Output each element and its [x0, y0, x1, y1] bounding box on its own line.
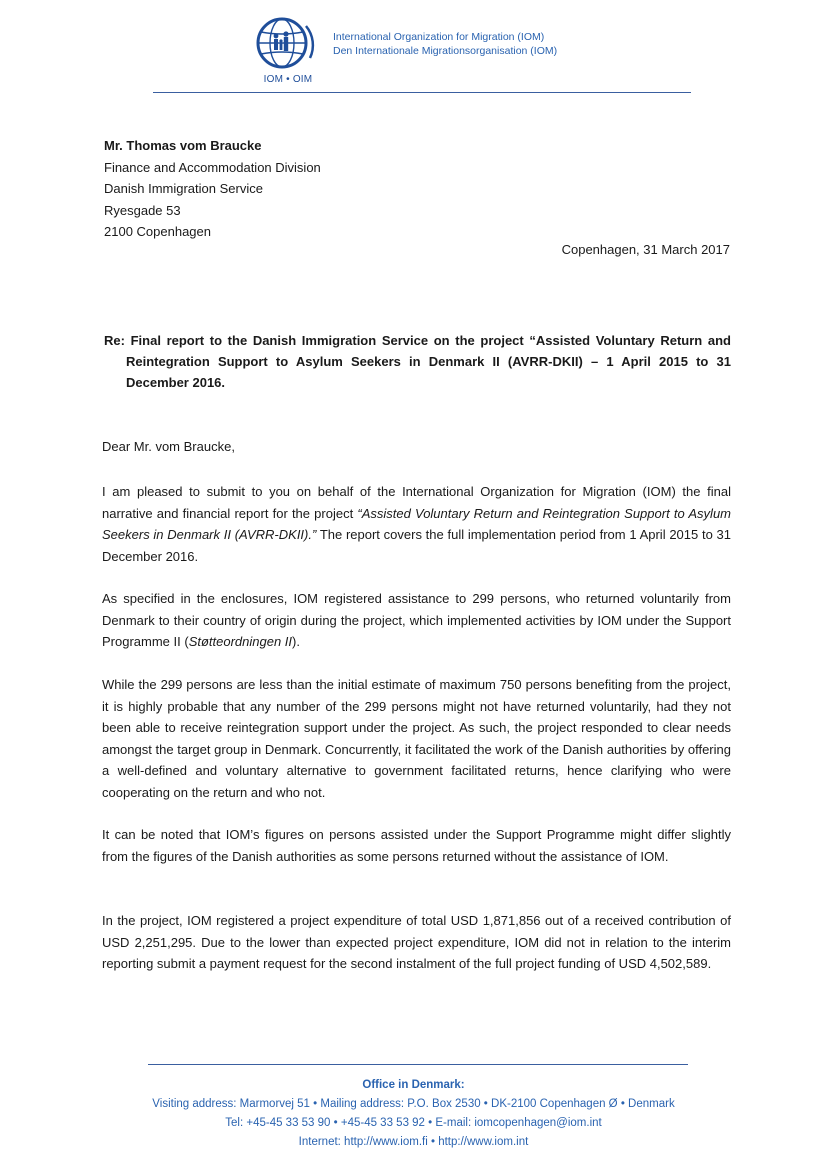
recipient-name: Mr. Thomas vom Braucke: [104, 138, 262, 153]
subject-text: Final report to the Danish Immigration Service on the project “Assisted Voluntary Return and Reintegration Support to Asylum Seekers in Denmark II (AVRR-DKII) – 1 April 2015 to 31 December 2016.: [126, 333, 731, 390]
subject-prefix: Re:: [104, 333, 125, 348]
org-name-english: International Organization for Migration (IOM): [333, 31, 545, 43]
paragraph-intro-text-end: The report covers the full implementation period from 1 April 2015 to 31 December 2016.: [102, 527, 732, 564]
recipient-division: Finance and Accommodation Division: [104, 159, 321, 175]
paragraph-assistance: [102, 588, 731, 653]
org-name-danish: Den Internationale Migrationsorganisation (IOM): [333, 45, 558, 57]
footer: [0, 1076, 827, 1152]
footer-office: Office in Denmark:: [362, 1079, 465, 1091]
programme-name-italic: Støtteordningen II: [188, 634, 293, 649]
iom-emblem-icon: [248, 12, 328, 74]
organization-names: [333, 30, 557, 58]
paragraph-assistance-text-end: ).: [292, 634, 300, 649]
logo-caption: IOM • OIM: [263, 74, 313, 85]
salutation: Dear Mr. vom Braucke,: [102, 439, 235, 454]
recipient-address: [104, 135, 321, 243]
paragraph-estimate: While the 299 persons are less than the initial estimate of maximum 750 persons benefiting from the project, it is highly probable that any number of the 299 persons might not have returned voluntarily, had they not been able to receive reintegration support under the project. As such, the project responded to clear needs amongst the target group in Denmark. Concurrently, it facilitated the work of the Danish authorities by offering a well-defined and voluntary alternative to government facilitated returns, hence clarifying who were cooperating on the return and who not.: [102, 677, 731, 800]
paragraph-assistance-text: As specified in the enclosures, IOM registered assistance to 299 persons, who returned voluntarily from Denmark to their country of origin during the project, which implemented activities by IOM under the Support Programme II (: [102, 591, 731, 649]
header-divider: [153, 92, 691, 93]
recipient-street: Ryesgade 53: [104, 202, 181, 218]
recipient-city: 2100 Copenhagen: [104, 224, 211, 239]
paragraph-intro: [102, 481, 731, 567]
subject-line: [104, 330, 731, 393]
footer-internet: Internet: http://www.iom.fi • http://www.iom.int: [298, 1136, 529, 1148]
recipient-agency: Danish Immigration Service: [104, 181, 263, 196]
letter-date: Copenhagen, 31 March 2017: [561, 242, 730, 257]
project-title-italic: “Assisted Voluntary Return and Reintegration Support to Asylum Seekers in Denmark II (AVRR-DKII).”: [102, 505, 731, 542]
footer-contact: Tel: +45-45 33 53 90 • +45-45 33 53 92 • E-mail: iomcopenhagen@iom.int: [225, 1117, 602, 1129]
paragraph-intro-text: I am pleased to submit to you on behalf of the International Organization for Migration (IOM) the final narrative and financial report for the project: [102, 484, 731, 521]
footer-visiting-address: Visiting address: Marmorvej 51 • Mailing address: P.O. Box 2530 • DK-2100 Copenhagen Ø • Denmark: [152, 1098, 675, 1110]
iom-logo: [248, 12, 328, 90]
paragraph-figures-note: It can be noted that IOM’s figures on persons assisted under the Support Programme might differ slightly from the figures of the Danish authorities as some persons returned without the assistance of IOM.: [102, 827, 731, 864]
footer-divider: [148, 1064, 688, 1065]
paragraph-expenditure: In the project, IOM registered a project expenditure of total USD 1,871,856 out of a received contribution of USD 2,251,295. Due to the lower than expected project expenditure, IOM did not in relation to the interim reporting submit a payment request for the second instalment of the full project funding of USD 4,502,589.: [102, 913, 731, 971]
